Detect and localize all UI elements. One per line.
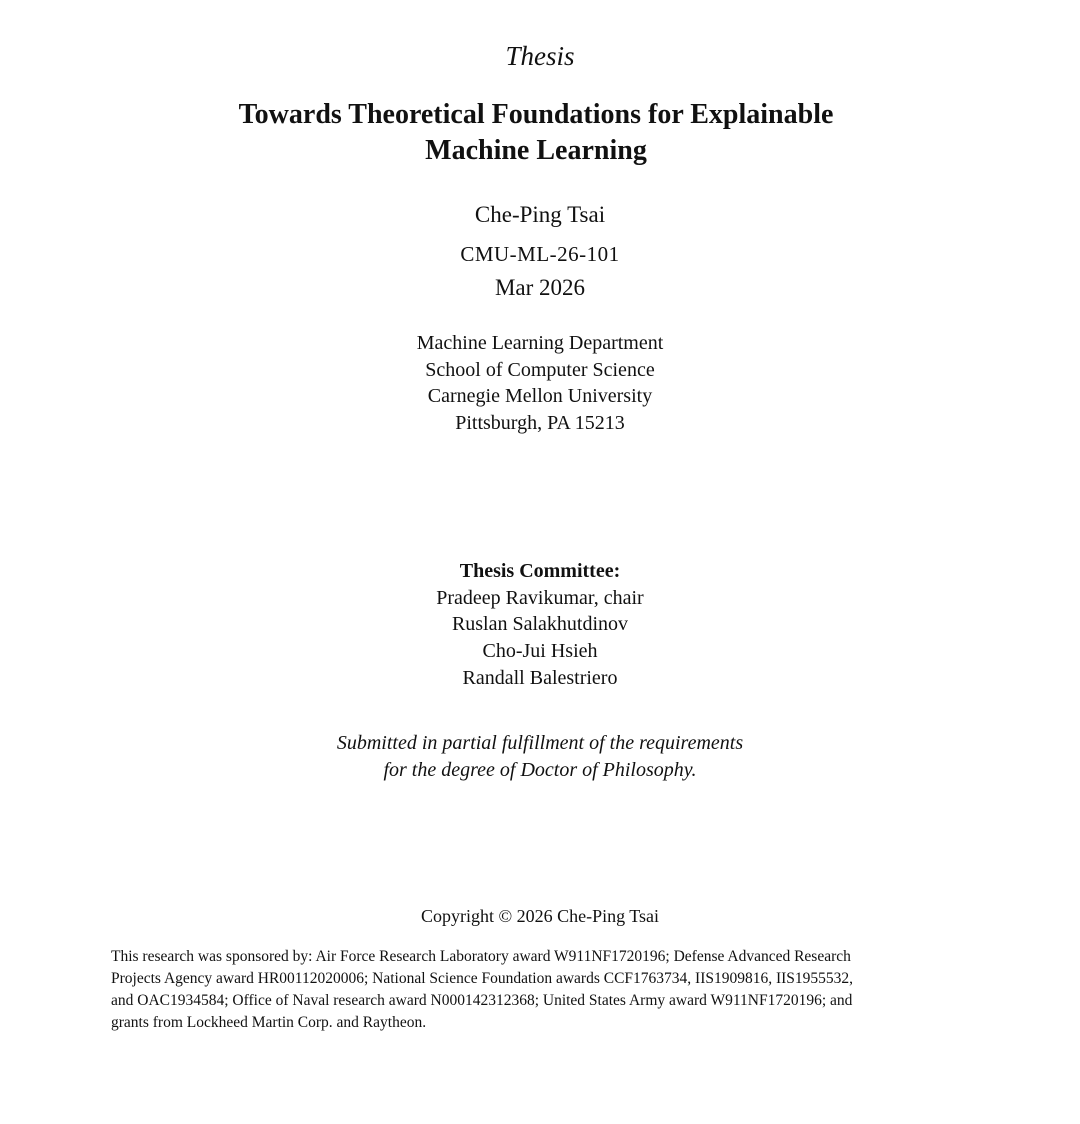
affiliation-line: Machine Learning Department [416, 332, 664, 354]
submission-line: for the degree of Doctor of Philosophy. [383, 759, 697, 781]
funding-statement [111, 946, 971, 1034]
funding-line: Projects Agency award HR00112020006; National Science Foundation awards CCF1763734, IIS1909816, IIS1955532, [111, 970, 854, 987]
thesis-title-line: Machine Learning [425, 135, 647, 166]
report-id: CMU-ML-26-101 [460, 242, 620, 266]
affiliation-block [0, 330, 1080, 437]
submission-statement [0, 730, 1080, 784]
committee-heading: Thesis Committee: [459, 560, 621, 582]
author-name: Che-Ping Tsai [474, 202, 606, 227]
submission-line: Submitted in partial fulfillment of the requirements [336, 732, 744, 754]
copyright-notice: Copyright © 2026 Che-Ping Tsai [420, 906, 660, 926]
committee-member: Cho-Jui Hsieh [482, 640, 598, 663]
funding-line: and OAC1934584; Office of Naval research award N000142312368; United States Army award W911NF1720196; and [111, 992, 853, 1009]
affiliation-line: Pittsburgh, PA 15213 [455, 412, 625, 435]
committee-member: Randall Balestriero [462, 666, 618, 689]
thesis-title [200, 97, 872, 169]
committee-member: Pradeep Ravikumar, chair [436, 586, 644, 609]
committee-member: Ruslan Salakhutdinov [451, 613, 629, 636]
funding-line: This research was sponsored by: Air Force Research Laboratory award W911NF1720196; Defense Advanced Research [111, 948, 851, 965]
affiliation-line: School of Computer Science [425, 358, 655, 381]
thesis-title-line: Towards Theoretical Foundations for Explainable [238, 99, 834, 130]
affiliation-line: Carnegie Mellon University [427, 385, 653, 408]
document-type-label: Thesis [505, 41, 575, 71]
submission-date: Mar 2026 [494, 275, 586, 300]
committee-block [0, 558, 1080, 692]
funding-line: grants from Lockheed Martin Corp. and Raytheon. [111, 1014, 427, 1031]
